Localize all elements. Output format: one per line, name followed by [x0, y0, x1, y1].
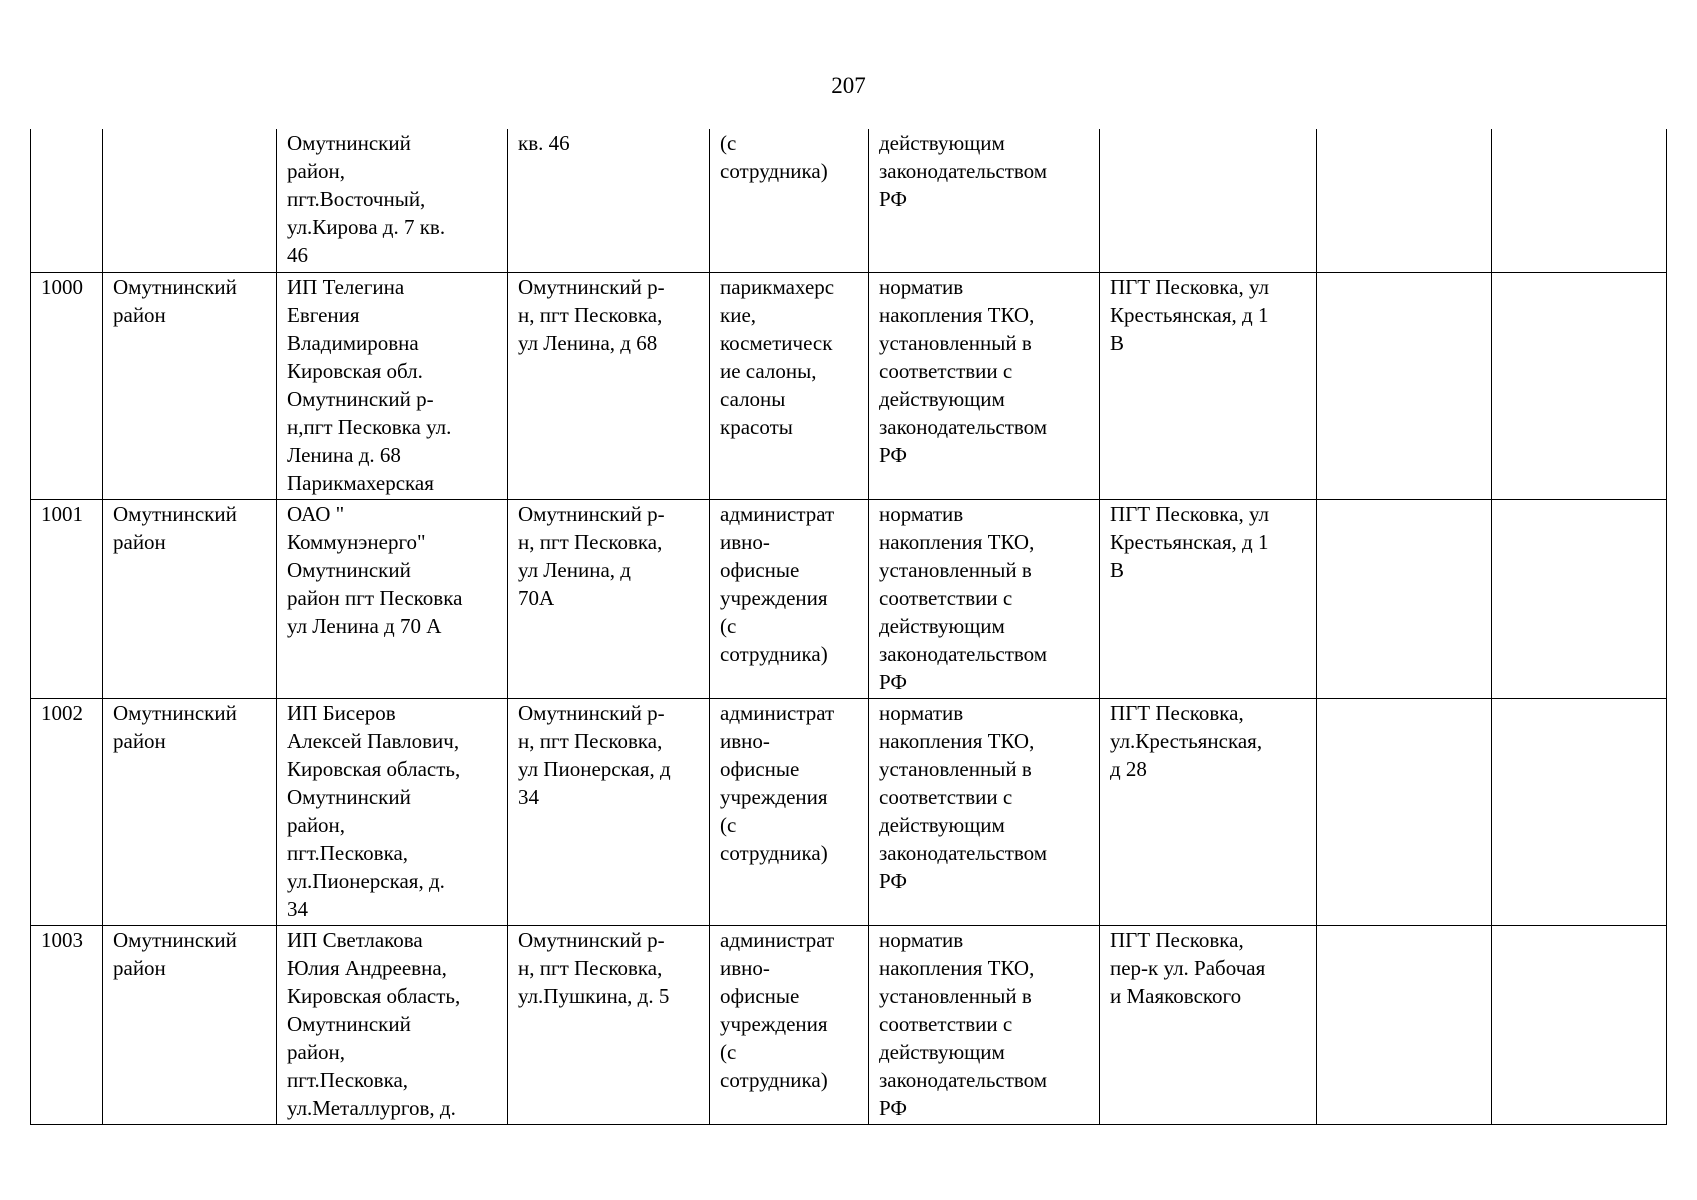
cell-number: 1001	[31, 499, 103, 698]
cell-extra	[1317, 698, 1492, 925]
cell-site: ПГТ Песковка, ул.Крестьянская, д 28	[1100, 698, 1317, 925]
table-row	[31, 499, 1667, 698]
cell-owner: ОАО " Коммунэнерго" Омутнинский район пгт Песковка ул Ленина д 70 А	[277, 499, 508, 698]
page-number: 207	[831, 73, 866, 98]
cell-owner: ИП Телегина Евгения Владимировна Кировская обл. Омутнинский р- н,пгт Песковка ул. Ленина д. 68 Парикмахерская	[277, 272, 508, 499]
cell-extra	[1492, 925, 1667, 1124]
cell-number: 1003	[31, 925, 103, 1124]
cell-extra	[1492, 698, 1667, 925]
cell-extra	[1317, 499, 1492, 698]
cell-extra	[1317, 129, 1492, 272]
table-row	[31, 272, 1667, 499]
cell-extra	[1317, 925, 1492, 1124]
cell-category: администрат ивно- офисные учреждения (с сотрудника)	[710, 499, 869, 698]
cell-address: Омутнинский р- н, пгт Песковка, ул Ленина, д 70А	[508, 499, 710, 698]
cell-extra	[1492, 499, 1667, 698]
cell-owner: Омутнинский район, пгт.Восточный, ул.Кирова д. 7 кв. 46	[277, 129, 508, 272]
cell-category: парикмахерс кие, косметическ ие салоны, салоны красоты	[710, 272, 869, 499]
cell-extra	[1492, 272, 1667, 499]
cell-category: (с сотрудника)	[710, 129, 869, 272]
cell-site: ПГТ Песковка, ул Крестьянская, д 1 В	[1100, 499, 1317, 698]
cell-category: администрат ивно- офисные учреждения (с сотрудника)	[710, 698, 869, 925]
cell-extra	[1492, 129, 1667, 272]
cell-norm: норматив накопления ТКО, установленный в соответствии с действующим законодательством РФ	[869, 698, 1100, 925]
cell-norm: норматив накопления ТКО, установленный в соответствии с действующим законодательством РФ	[869, 499, 1100, 698]
cell-category: администрат ивно- офисные учреждения (с сотрудника)	[710, 925, 869, 1124]
table-row	[31, 925, 1667, 1124]
cell-site: ПГТ Песковка, пер-к ул. Рабочая и Маяковского	[1100, 925, 1317, 1124]
cell-number	[31, 129, 103, 272]
cell-norm: норматив накопления ТКО, установленный в соответствии с действующим законодательством РФ	[869, 272, 1100, 499]
cell-address: Омутнинский р- н, пгт Песковка, ул Ленина, д 68	[508, 272, 710, 499]
cell-owner: ИП Бисеров Алексей Павлович, Кировская область, Омутнинский район, пгт.Песковка, ул.Пионерская, д. 34	[277, 698, 508, 925]
cell-site	[1100, 129, 1317, 272]
cell-extra	[1317, 272, 1492, 499]
cell-owner: ИП Светлакова Юлия Андреевна, Кировская область, Омутнинский район, пгт.Песковка, ул.Металлургов, д.	[277, 925, 508, 1124]
cell-district: Омутнинский район	[103, 499, 277, 698]
cell-district: Омутнинский район	[103, 698, 277, 925]
cell-address: Омутнинский р- н, пгт Песковка, ул Пионерская, д 34	[508, 698, 710, 925]
table-row	[31, 698, 1667, 925]
cell-district: Омутнинский район	[103, 272, 277, 499]
table-row	[31, 129, 1667, 272]
registry-table	[30, 129, 1667, 1125]
cell-district: Омутнинский район	[103, 925, 277, 1124]
cell-number: 1002	[31, 698, 103, 925]
cell-site: ПГТ Песковка, ул Крестьянская, д 1 В	[1100, 272, 1317, 499]
cell-address: Омутнинский р- н, пгт Песковка, ул.Пушкина, д. 5	[508, 925, 710, 1124]
cell-norm: действующим законодательством РФ	[869, 129, 1100, 272]
cell-address: кв. 46	[508, 129, 710, 272]
cell-norm: норматив накопления ТКО, установленный в соответствии с действующим законодательством РФ	[869, 925, 1100, 1124]
cell-district	[103, 129, 277, 272]
cell-number: 1000	[31, 272, 103, 499]
